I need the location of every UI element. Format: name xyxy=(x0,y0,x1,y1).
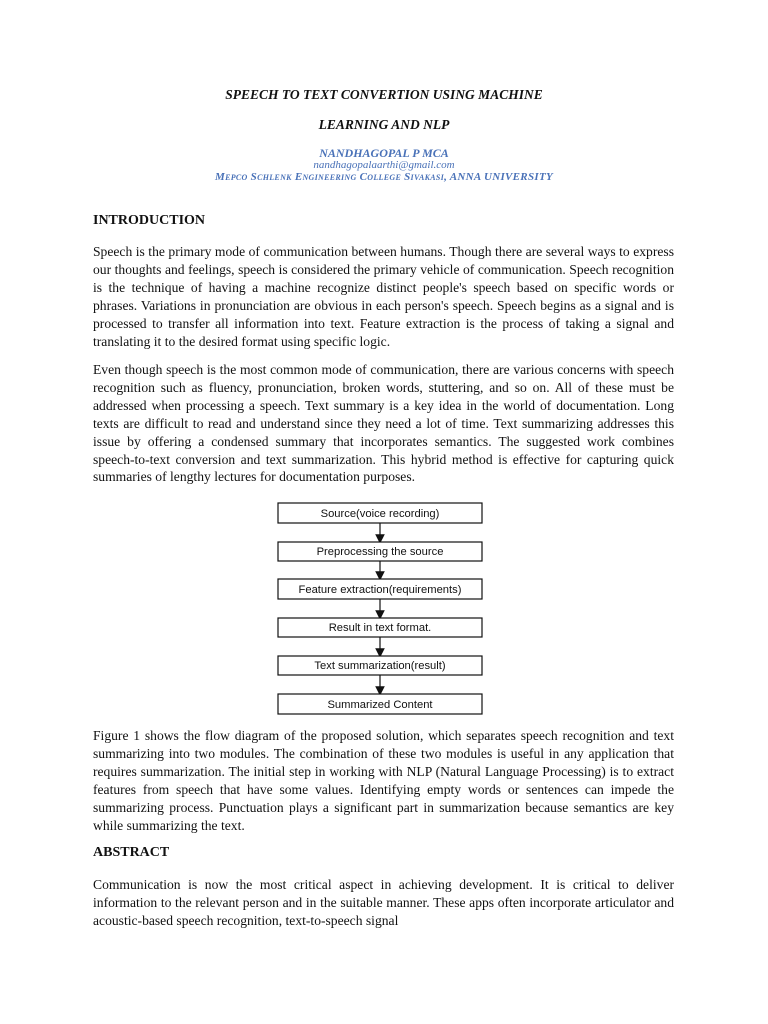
author-email: nandhagopalaarthi@gmail.com xyxy=(313,159,455,171)
flow-step-2 xyxy=(278,542,482,561)
flow-step-2-label: Preprocessing the source xyxy=(316,546,444,558)
flow-step-1-label: Source(voice recording) xyxy=(320,508,440,520)
flow-step-6-label: Summarized Content xyxy=(327,699,433,711)
author-name: NANDHAGOPAL P MCA xyxy=(319,146,449,160)
flow-step-1 xyxy=(278,503,482,523)
flow-step-4-label: Result in text format. xyxy=(328,622,432,634)
abstract-paragraph: Communication is now the most critical aspect in achieving development. It is critical to deliver information to the relevant person and in the suitable manner. These apps often incorporate articulator and acoustic-based speech recognition, text-to-speech signal xyxy=(93,877,674,928)
author-affiliation: Mepco Schlenk Engineering College Sivakasi, ANNA UNIVERSITY xyxy=(215,171,553,183)
flow-step-5 xyxy=(278,656,482,675)
intro-paragraph-1: Speech is the primary mode of communication between humans. Though there are several ways to express our thoughts and feelings, speech is considered the primary vehicle of communication. Speech recognition is the technique of having a machine recognize distinct people's speech based on specific words or phrases. Variations in pronunciation are obvious in each person's speech. Speech begins as a signal and is processed to transfer all information into text. Feature extraction is the process of taking a signal and translating it to the desired format using specific logic. xyxy=(93,244,674,349)
flow-step-6 xyxy=(278,694,482,714)
flow-step-3 xyxy=(278,579,482,599)
intro-paragraph-2: Even though speech is the most common mode of communication, there are various concerns with speech recognition such as fluency, pronunciation, broken words, stuttering, and so on. All of these must be addressed when processing a speech. Text summary is a key idea in the world of documentation. Long texts are difficult to read and understand since they need a lot of time. Text summarizing addresses this issue by offering a condensed summary that incorporates semantics. The suggested work combines speech-to-text conversion and text summarization. This hybrid method is effective for capturing quick summaries of lengthy lectures for documentation purposes. xyxy=(93,362,674,485)
flow-step-5-label: Text summarization(result) xyxy=(314,660,446,672)
flow-step-4 xyxy=(278,618,482,637)
figure-description-paragraph: Figure 1 shows the flow diagram of the proposed solution, which separates speech recognition and text summarizing into two modules. The combination of these two modules is useful in any application that requires summarization. The initial step in working with NLP (Natural Language Processing) is to extract features from speech that have some values. Identifying empty words or sentences can impede the summarizing process. Punctuation plays a significant part in summarization because semantics are key while summarizing the text. xyxy=(93,728,674,833)
paper-title-line-1: SPEECH TO TEXT CONVERTION USING MACHINE xyxy=(225,87,543,102)
abstract-heading: ABSTRACT xyxy=(93,845,170,860)
paper-title-line-2: LEARNING AND NLP xyxy=(318,117,450,132)
introduction-heading: INTRODUCTION xyxy=(93,213,206,228)
flow-diagram xyxy=(277,502,483,716)
flow-step-3-label: Feature extraction(requirements) xyxy=(298,584,462,596)
